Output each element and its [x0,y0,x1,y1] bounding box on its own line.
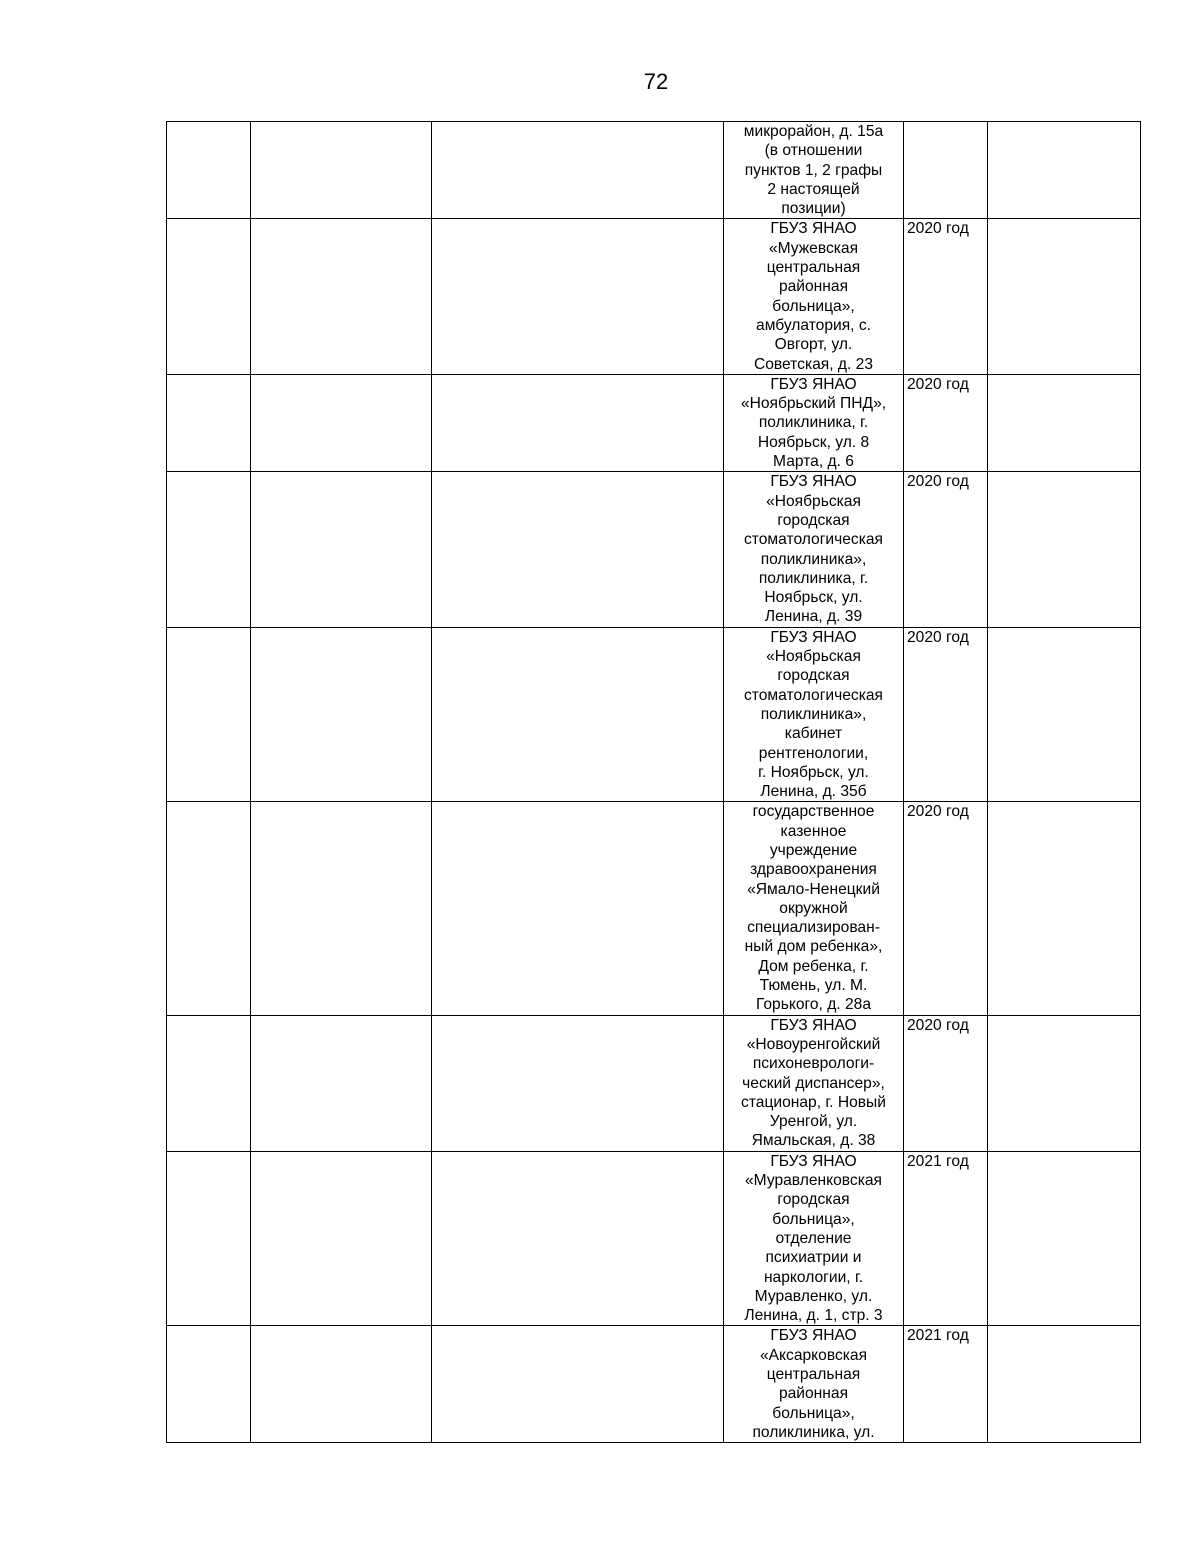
cell-note [988,627,1141,802]
cell-measure [432,219,724,374]
cell-activity [251,472,432,627]
cell-year: 2020 год [904,374,988,471]
cell-number [167,1015,251,1151]
table-row [167,802,1141,1015]
cell-activity [251,627,432,802]
table-row [167,219,1141,374]
cell-facility: ГБУЗ ЯНАО «Новоуренгойский психоневрологи- ческий диспансер», стационар, г. Новый Уренгой, ул. Ямальская, д. 38 [724,1015,904,1151]
table-row [167,472,1141,627]
facilities-table [166,121,1141,1443]
cell-year: 2020 год [904,627,988,802]
cell-note [988,219,1141,374]
cell-note [988,1015,1141,1151]
table-body [167,122,1141,1443]
cell-measure [432,472,724,627]
cell-note [988,122,1141,219]
cell-note [988,802,1141,1015]
cell-number [167,802,251,1015]
cell-measure [432,122,724,219]
cell-year: 2021 год [904,1326,988,1443]
cell-number [167,627,251,802]
cell-year: 2021 год [904,1151,988,1326]
cell-number [167,1326,251,1443]
cell-number [167,122,251,219]
cell-note [988,374,1141,471]
cell-note [988,1326,1141,1443]
cell-year: 2020 год [904,472,988,627]
table-row [167,627,1141,802]
cell-measure [432,374,724,471]
cell-number [167,374,251,471]
cell-number [167,472,251,627]
cell-year: 2020 год [904,1015,988,1151]
table-row [167,122,1141,219]
table-row [167,1015,1141,1151]
cell-facility: государственное казенное учреждение здравоохранения «Ямало-Ненецкий окружной специализирован- ный дом ребенка», Дом ребенка, г. Тюмень, ул. М. Горького, д. 28а [724,802,904,1015]
cell-measure [432,627,724,802]
cell-activity [251,219,432,374]
table-row [167,1326,1141,1443]
cell-activity [251,122,432,219]
cell-measure [432,1151,724,1326]
cell-activity [251,1326,432,1443]
cell-activity [251,1015,432,1151]
cell-number [167,1151,251,1326]
cell-facility: ГБУЗ ЯНАО «Мужевская центральная районная больница», амбулатория, с. Овгорт, ул. Советская, д. 23 [724,219,904,374]
cell-facility: ГБУЗ ЯНАО «Ноябрьский ПНД», поликлиника, г. Ноябрьск, ул. 8 Марта, д. 6 [724,374,904,471]
cell-facility: микрорайон, д. 15а (в отношении пунктов 1, 2 графы 2 настоящей позиции) [724,122,904,219]
cell-facility: ГБУЗ ЯНАО «Муравленковская городская больница», отделение психиатрии и наркологии, г. Муравленко, ул. Ленина, д. 1, стр. 3 [724,1151,904,1326]
cell-year: 2020 год [904,802,988,1015]
table-row [167,1151,1141,1326]
table-row [167,374,1141,471]
cell-measure [432,1015,724,1151]
cell-activity [251,802,432,1015]
cell-activity [251,1151,432,1326]
cell-number [167,219,251,374]
page-number: 72 [643,69,669,94]
cell-year [904,122,988,219]
cell-note [988,472,1141,627]
cell-facility: ГБУЗ ЯНАО «Аксарковская центральная районная больница», поликлиника, ул. [724,1326,904,1443]
cell-measure [432,802,724,1015]
cell-measure [432,1326,724,1443]
cell-facility: ГБУЗ ЯНАО «Ноябрьская городская стоматологическая поликлиника», кабинет рентгенологии, г. Ноябрьск, ул. Ленина, д. 35б [724,627,904,802]
cell-activity [251,374,432,471]
cell-facility: ГБУЗ ЯНАО «Ноябрьская городская стоматологическая поликлиника», поликлиника, г. Ноябрьск, ул. Ленина, д. 39 [724,472,904,627]
cell-note [988,1151,1141,1326]
cell-year: 2020 год [904,219,988,374]
